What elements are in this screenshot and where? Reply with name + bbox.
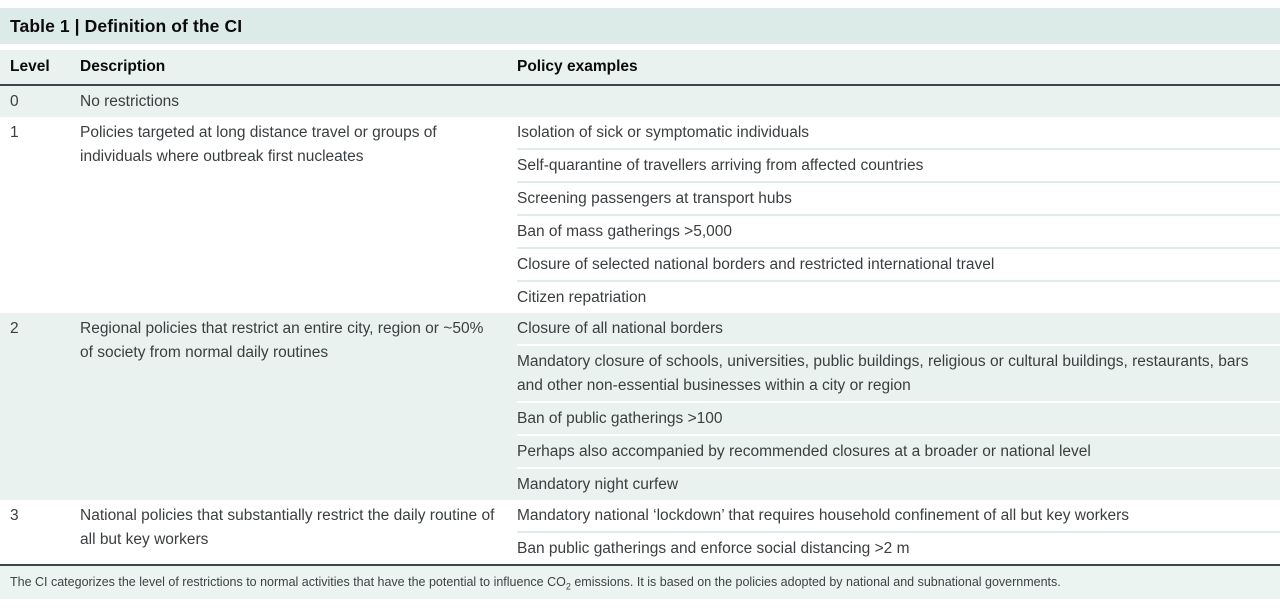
- table-row: [0, 117, 1280, 313]
- policy-example-row: Mandatory national ‘lockdown’ that requires household confinement of all but key workers: [517, 507, 1130, 524]
- table-row: [0, 86, 1280, 117]
- description-cell: Policies targeted at long distance travel or groups of individuals where outbreak first nucleates: [80, 124, 437, 165]
- bottom-margin: [0, 599, 1280, 615]
- description-cell: National policies that substantially restrict the daily routine of all but key workers: [80, 507, 495, 548]
- policy-example-row: Screening passengers at transport hubs: [517, 181, 1280, 214]
- top-margin: [0, 0, 1280, 8]
- column-header-policy-examples: Policy examples: [517, 58, 638, 75]
- policy-example-row: Closure of selected national borders and restricted international travel: [517, 247, 1280, 280]
- footnote-text-prefix: The CI categorizes the level of restrictions to normal activities that have the potential to influence CO: [10, 575, 566, 589]
- table-body: [0, 86, 1280, 564]
- policy-example-row: Self-quarantine of travellers arriving from affected countries: [517, 148, 1280, 181]
- table-row: [0, 313, 1280, 500]
- footnote-text-suffix: emissions. It is based on the policies adopted by national and subnational governments.: [570, 575, 1061, 589]
- level-cell: 1: [10, 124, 19, 141]
- level-cell: 3: [10, 507, 19, 524]
- policy-example-row: Mandatory closure of schools, universities, public buildings, religious or cultural buildings, restaurants, bars and other non-essential businesses within a city or region: [517, 344, 1280, 401]
- policy-examples-cell: [517, 500, 1280, 564]
- policy-example-row: Citizen repatriation: [517, 280, 1280, 313]
- policy-examples-cell: [517, 313, 1280, 500]
- table-row: [0, 500, 1280, 564]
- policy-example-row: Ban of public gatherings >100: [517, 401, 1280, 434]
- level-cell: 0: [10, 93, 19, 110]
- footnote-co2-subscript: 2: [565, 581, 571, 592]
- column-header-level: Level: [10, 58, 50, 75]
- policy-examples-cell: [517, 117, 1280, 313]
- policy-example-row: Mandatory night curfew: [517, 467, 1280, 500]
- policy-example-row: Isolation of sick or symptomatic individuals: [517, 124, 810, 141]
- column-header-row: [0, 50, 1280, 86]
- policy-examples-cell: [517, 86, 1280, 117]
- description-cell: Regional policies that restrict an entire city, region or ~50% of society from normal daily routines: [80, 320, 484, 361]
- table-footnote: [0, 564, 1280, 599]
- description-cell: No restrictions: [80, 93, 180, 110]
- policy-example-row: Ban of mass gatherings >5,000: [517, 214, 1280, 247]
- level-cell: 2: [10, 320, 19, 337]
- column-header-description: Description: [80, 58, 166, 75]
- table-title-band: [0, 8, 1280, 44]
- policy-example-row: Closure of all national borders: [517, 320, 723, 337]
- policy-example-row: Ban public gatherings and enforce social distancing >2 m: [517, 531, 1280, 564]
- table-title: Table 1 | Definition of the CI: [10, 15, 243, 36]
- policy-example-row: Perhaps also accompanied by recommended closures at a broader or national level: [517, 434, 1280, 467]
